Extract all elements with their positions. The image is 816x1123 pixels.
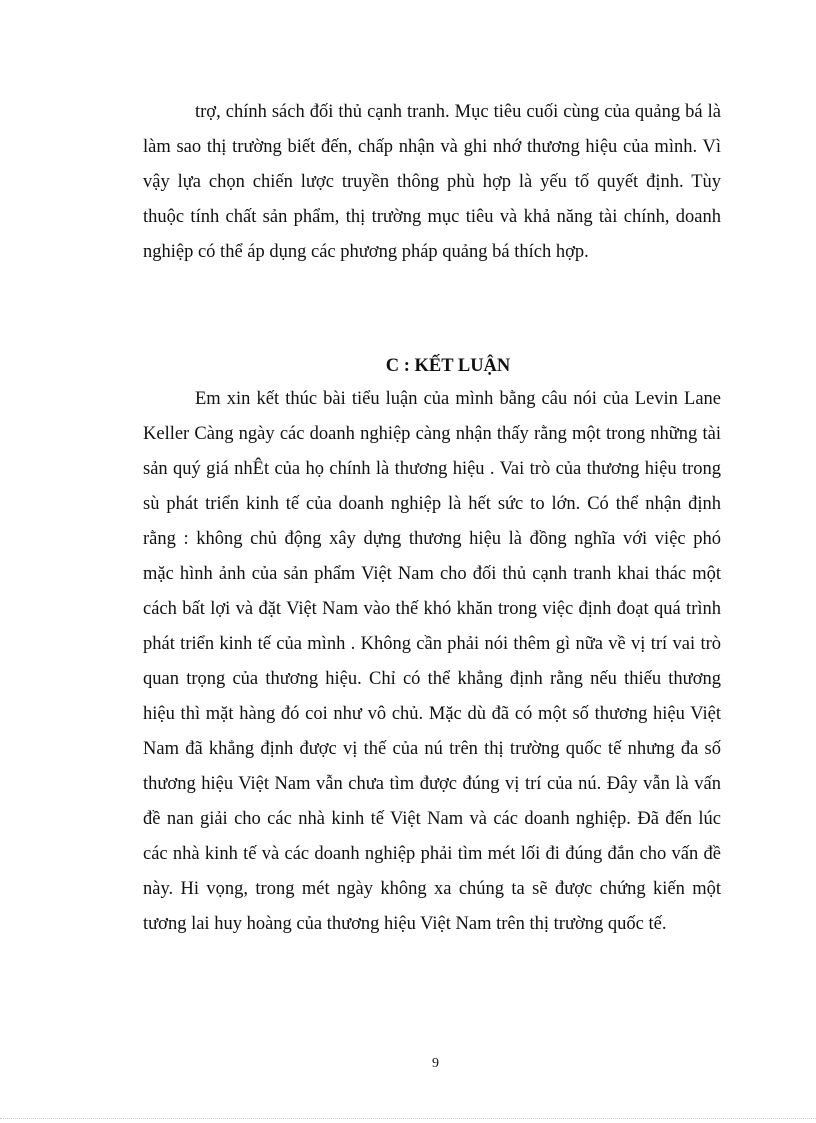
paragraph-line: mặc hình ảnh của sản phẩm Việt Nam cho đối thủ cạnh tranh khai thác một <box>143 564 721 584</box>
section-heading <box>0 354 816 378</box>
page-number: 9 <box>432 1056 439 1071</box>
paragraph-line: rằng : không chủ động xây dựng thương hiệu là đồng nghĩa với việc phó <box>143 529 721 549</box>
paragraph-line: các nhà kinh tế và các doanh nghiệp phải tìm mét lối đi đúng đắn cho vấn đề <box>143 844 721 864</box>
paragraph-line: Em xin kết thúc bài tiểu luận của mình bằng câu nói của Levin Lane <box>195 389 721 409</box>
paragraph-line: quan trọng của thương hiệu. Chỉ có thể khẳng định rằng nếu thiếu thương <box>143 669 721 689</box>
paragraph-line: thuộc tính chất sản phẩm, thị trường mục tiêu và khả năng tài chính, doanh <box>143 207 721 227</box>
paragraph-line: nghiệp có thể áp dụng các phương pháp quảng bá thích hợp. <box>143 242 589 262</box>
page-bottom-divider <box>0 1118 816 1119</box>
paragraph-line: đề nan giải cho các nhà kinh tế Việt Nam và các doanh nghiệp. Đã đến lúc <box>143 809 721 829</box>
section-heading-text: C : KẾT LUẬN <box>385 356 511 376</box>
paragraph-line: vậy lựa chọn chiến lược truyền thông phù hợp là yếu tố quyết định. Tùy <box>143 172 721 192</box>
paragraph-line: Keller Càng ngày các doanh nghiệp càng nhận thấy rằng một trong những tài <box>143 424 721 444</box>
paragraph-line: hiệu thì mặt hàng đó coi như vô chủ. Mặc dù đã có một số thương hiệu Việt <box>143 704 721 724</box>
paragraph-line: cách bất lợi và đặt Việt Nam vào thế khó khăn trong việc định đoạt quá trình <box>143 599 721 619</box>
paragraph-line: thương hiệu Việt Nam vẫn chưa tìm được đúng vị trí của nú. Đây vẫn là vấn <box>143 774 721 794</box>
paragraph-line: sù phát triển kinh tế của doanh nghiệp là hết sức to lớn. Có thể nhận định <box>143 494 721 514</box>
paragraph-line: tương lai huy hoàng của thương hiệu Việt Nam trên thị trường quốc tế. <box>143 914 667 934</box>
paragraph-line: sản quý giá nhÊt của họ chính là thương hiệu . Vai trò của thương hiệu trong <box>143 459 721 479</box>
paragraph-line: phát triển kinh tế của mình . Không cần phải nói thêm gì nữa về vị trí vai trò <box>143 634 721 654</box>
paragraph-line: Nam đã khẳng định được vị thế của nú trên thị trường quốc tế nhưng đa số <box>143 739 721 759</box>
paragraph-line: này. Hi vọng, trong mét ngày không xa chúng ta sẽ được chứng kiến một <box>143 879 721 899</box>
paragraph-line: trợ, chính sách đối thủ cạnh tranh. Mục tiêu cuối cùng của quảng bá là <box>195 102 721 122</box>
paragraph-line: làm sao thị trường biết đến, chấp nhận và ghi nhớ thương hiệu của mình. Vì <box>143 137 721 157</box>
